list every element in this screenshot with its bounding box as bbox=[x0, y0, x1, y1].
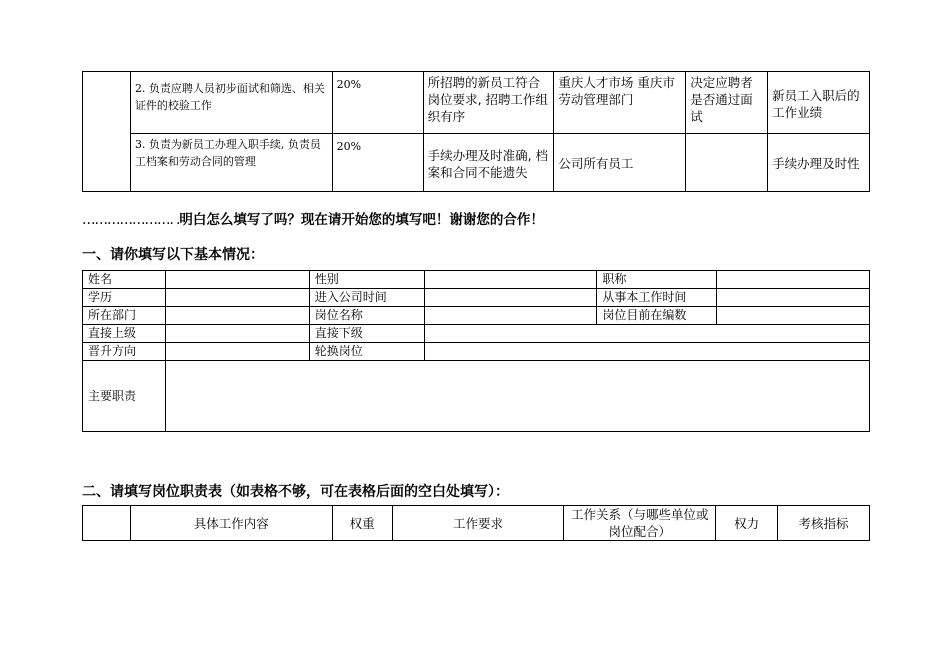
superior-label: 直接上级 bbox=[83, 325, 166, 343]
position-count-label: 岗位目前在编数 bbox=[597, 307, 717, 325]
work-content-cell: 3. 负责为新员工办理入职手续, 负责员工档案和劳动合同的管理 bbox=[130, 134, 332, 192]
superior-field[interactable] bbox=[165, 325, 309, 343]
table-row bbox=[83, 289, 870, 307]
relation-header: 工作关系（与哪些单位或岗位配合） bbox=[564, 506, 716, 541]
weight-cell: 20% bbox=[332, 134, 423, 192]
name-field[interactable] bbox=[165, 271, 309, 289]
title-label: 职称 bbox=[597, 271, 717, 289]
position-name-field[interactable] bbox=[424, 307, 597, 325]
education-field[interactable] bbox=[165, 289, 309, 307]
promotion-field[interactable] bbox=[165, 343, 309, 361]
name-label: 姓名 bbox=[83, 271, 166, 289]
basic-info-table bbox=[82, 270, 870, 432]
title-field[interactable] bbox=[717, 271, 870, 289]
indicator-header: 考核指标 bbox=[778, 506, 870, 541]
subordinate-field[interactable] bbox=[424, 325, 869, 343]
join-date-field[interactable] bbox=[424, 289, 597, 307]
authority-cell: 决定应聘者是否通过面试 bbox=[686, 72, 768, 134]
indicator-cell: 新员工入职后的工作业绩 bbox=[768, 72, 870, 134]
row-number-header bbox=[83, 506, 131, 541]
education-label: 学历 bbox=[83, 289, 166, 307]
table-row bbox=[83, 72, 870, 134]
position-name-label: 岗位名称 bbox=[309, 307, 424, 325]
section2-title: 二、请填写岗位职责表（如表格不够，可在表格后面的空白处填写）： bbox=[82, 484, 509, 500]
responsibility-table-continued bbox=[82, 71, 870, 192]
work-since-label: 从事本工作时间 bbox=[597, 289, 717, 307]
table-row bbox=[83, 307, 870, 325]
subordinate-label: 直接下级 bbox=[309, 325, 424, 343]
requirement-header: 工作要求 bbox=[392, 506, 564, 541]
section1-title: 一、请你填写以下基本情况： bbox=[82, 247, 264, 263]
work-since-field[interactable] bbox=[717, 289, 870, 307]
closing-note bbox=[82, 208, 544, 228]
position-count-field[interactable] bbox=[717, 307, 870, 325]
table-row bbox=[83, 343, 870, 361]
table-row bbox=[83, 134, 870, 192]
table-row bbox=[83, 361, 870, 432]
department-label: 所在部门 bbox=[83, 307, 166, 325]
authority-header: 权力 bbox=[716, 506, 778, 541]
department-field[interactable] bbox=[165, 307, 309, 325]
table-header-row bbox=[83, 506, 870, 541]
requirement-cell: 所招聘的新员工符合岗位要求, 招聘工作组织有序 bbox=[423, 72, 554, 134]
indicator-cell: 手续办理及时性 bbox=[768, 134, 870, 192]
table-row bbox=[83, 325, 870, 343]
requirement-cell: 手续办理及时准确, 档案和合同不能遗失 bbox=[423, 134, 554, 192]
closing-text: 明白怎么填写了吗？现在请开始您的填写吧！谢谢您的合作！ bbox=[179, 212, 544, 228]
authority-cell bbox=[686, 134, 768, 192]
gender-field[interactable] bbox=[424, 271, 597, 289]
rotation-label: 轮换岗位 bbox=[309, 343, 424, 361]
weight-header: 权重 bbox=[332, 506, 392, 541]
rotation-field[interactable] bbox=[424, 343, 869, 361]
table-row bbox=[83, 271, 870, 289]
join-date-label: 进入公司时间 bbox=[309, 289, 424, 307]
promotion-label: 晋升方向 bbox=[83, 343, 166, 361]
gender-label: 性别 bbox=[309, 271, 424, 289]
duties-label: 主要职责 bbox=[83, 361, 166, 432]
relation-cell: 重庆人才市场 重庆市劳动管理部门 bbox=[554, 72, 686, 134]
work-content-header: 具体工作内容 bbox=[130, 506, 332, 541]
responsibility-table bbox=[82, 505, 870, 541]
duties-field[interactable] bbox=[165, 361, 869, 432]
relation-cell: 公司所有员工 bbox=[554, 134, 686, 192]
work-content-cell: 2. 负责应聘人员初步面试和筛选、相关证件的校验工作 bbox=[130, 72, 332, 134]
row-number-cell bbox=[83, 72, 131, 192]
weight-cell: 20% bbox=[332, 72, 423, 134]
leader-dots: …………………. . bbox=[82, 212, 180, 228]
